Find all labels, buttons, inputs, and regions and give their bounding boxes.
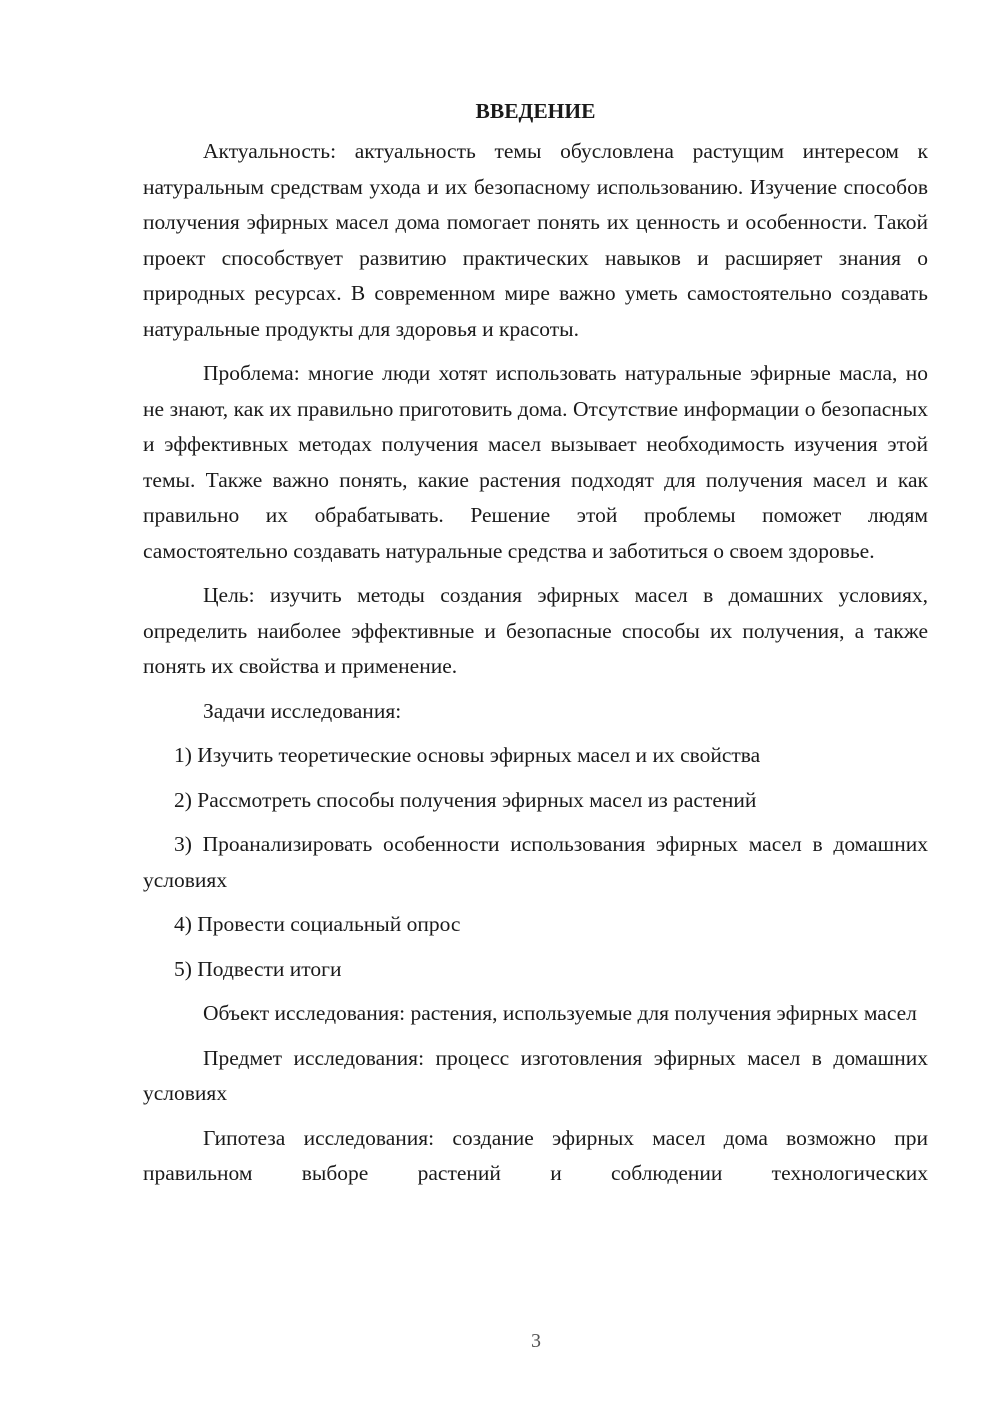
task-item-3: 3) Проанализировать особенности использования эфирных масел в домашних условиях (143, 832, 928, 892)
task-item-5: 5) Подвести итоги (174, 956, 342, 981)
tasks-heading: Задачи исследования: (203, 698, 402, 723)
task-item-4: 4) Провести социальный опрос (174, 912, 461, 936)
problem-paragraph: Проблема: многие люди хотят использовать натуральные эфирные масла, но не знают, как их правильно приготовить дома. Отсутствие информации о безопасных и эффективных методах получения масел вызывает необходимость изучения этой темы. Также важно понять, какие растения подходят для получения масел и как правильно их обрабатывать. Решение этой проблемы поможет людям самостоятельно создавать натуральные средства и заботиться о своем здоровье. (143, 361, 928, 563)
relevance-paragraph: Актуальность: актуальность темы обусловлена растущим интересом к натуральным средствам ухода и их безопасному использованию. Изучение способов получения эфирных масел дома помогает понять их ценность и особенности. Такой проект способствует развитию практических навыков и расширяет знания о природных ресурсах. В современном мире важно уметь самостоятельно создавать натуральные продукты для здоровья и красоты. (143, 139, 928, 341)
task-item-2: 2) Рассмотреть способы получения эфирных масел из растений (174, 787, 757, 812)
document-page (143, 93, 928, 1201)
task-item-1: 1) Изучить теоретические основы эфирных масел и их свойства (174, 743, 761, 767)
object-paragraph: Объект исследования: растения, используемые для получения эфирных масел (203, 1001, 917, 1025)
page-number: 3 (531, 1330, 541, 1352)
page-title: ВВЕДЕНИЕ (475, 99, 596, 123)
goal-paragraph: Цель: изучить методы создания эфирных масел в домашних условиях, определить наиболее эффективные и безопасные способы их получения, а также понять их свойства и применение. (143, 583, 928, 678)
hypothesis-paragraph: Гипотеза исследования: создание эфирных масел дома возможно при правильном выборе растений и соблюдении технологических (143, 1125, 928, 1185)
subject-paragraph: Предмет исследования: процесс изготовления эфирных масел в домашних условиях (143, 1045, 928, 1105)
